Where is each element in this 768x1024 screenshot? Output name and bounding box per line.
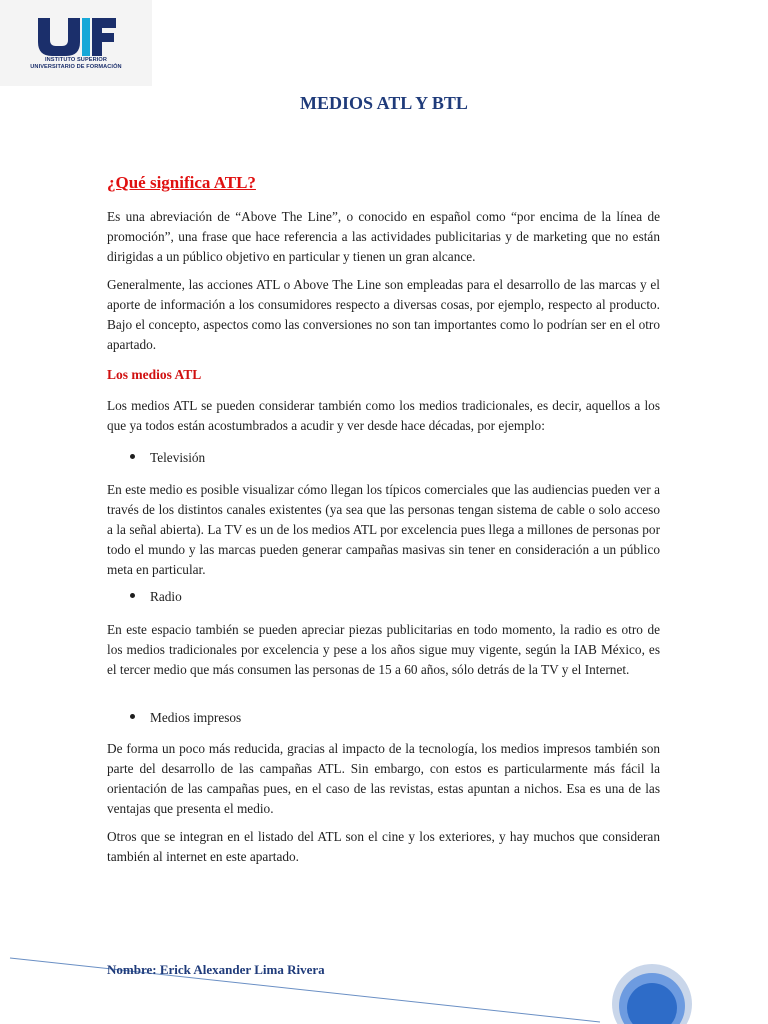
institution-logo <box>0 0 152 86</box>
decorative-circle-icon <box>612 962 692 1024</box>
logo-name-line1: INSTITUTO SUPERIOR <box>45 57 107 63</box>
paragraph-7: Otros que se integran en el listado del ATL son el cine y los exteriores, y hay muchos que consideran también al internet en este apartado. <box>107 829 660 864</box>
uf-logo-mark-icon <box>36 18 116 56</box>
bullet-item-medios-impresos <box>130 708 241 728</box>
bullet-icon <box>130 714 135 719</box>
heading-los-medios-atl: Los medios ATL <box>107 367 202 382</box>
bullet-label: Radio <box>150 589 182 604</box>
bullet-icon <box>130 593 135 598</box>
paragraph-3: Los medios ATL se pueden considerar también como los medios tradicionales, es decir, aquellos a los que ya todos están acostumbrados a acudir y ver desde hace décadas, por ejemplo: <box>107 398 660 433</box>
paragraph-2: Generalmente, las acciones ATL o Above The Line son empleadas para el desarrollo de las marcas y el aporte de información a los consumidores respecto a diversas cosas, por ejemplo, respecto al producto. Bajo el concepto, aspectos como las conversiones no son tan importantes como lo podrían ser en el otro apartado. <box>107 277 660 352</box>
bullet-label: Televisión <box>150 450 206 465</box>
bullet-label: Medios impresos <box>150 710 242 725</box>
paragraph-6: De forma un poco más reducida, gracias al impacto de la tecnología, los medios impresos también son parte del desarrollo de las campañas ATL. Sin embargo, con estos es particularmente más fácil la orientación de las campañas pues, en el caso de las revistas, estas apuntan a nichos. Esa es una de las ventajas que presenta el medio. <box>107 741 660 816</box>
logo-name-line2: UNIVERSITARIO DE FORMACIÓN <box>30 64 122 70</box>
heading-que-significa-atl: ¿Qué significa ATL? <box>107 173 256 192</box>
document-title: MEDIOS ATL Y BTL <box>300 93 468 113</box>
paragraph-1: Es una abreviación de “Above The Line”, o conocido en español como “por encima de la línea de promoción”, una frase que hace referencia a las actividades publicitarias y de marketing que no están dirigidas a un público objetivo en particular y tienen un gran alcance. <box>107 209 660 264</box>
paragraph-4: En este medio es posible visualizar cómo llegan los típicos comerciales que las audiencias pueden ver a través de los distintos canales existentes (ya sea que las personas tengan sistema de cable o solo acceso a la señal abierta). La TV es un de los medios ATL por excelencia pues llega a millones de personas por todo el mundo y las marcas pueden generar campañas masivas sin tener en consideración a un público meta en particular. <box>107 482 660 577</box>
author-name: Nombre: Erick Alexander Lima Rivera <box>107 962 325 977</box>
bullet-icon <box>130 454 135 459</box>
bullet-item-television <box>130 448 205 468</box>
bullet-item-radio <box>130 587 182 607</box>
paragraph-5: En este espacio también se pueden apreciar piezas publicitarias en todo momento, la radio es otro de los medios tradicionales por excelencia y pese a los años sigue muy vigente, según la IAB México, es el tercer medio que más consumen las personas de 15 a 60 años, sólo detrás de la TV y el Internet. <box>107 622 660 677</box>
